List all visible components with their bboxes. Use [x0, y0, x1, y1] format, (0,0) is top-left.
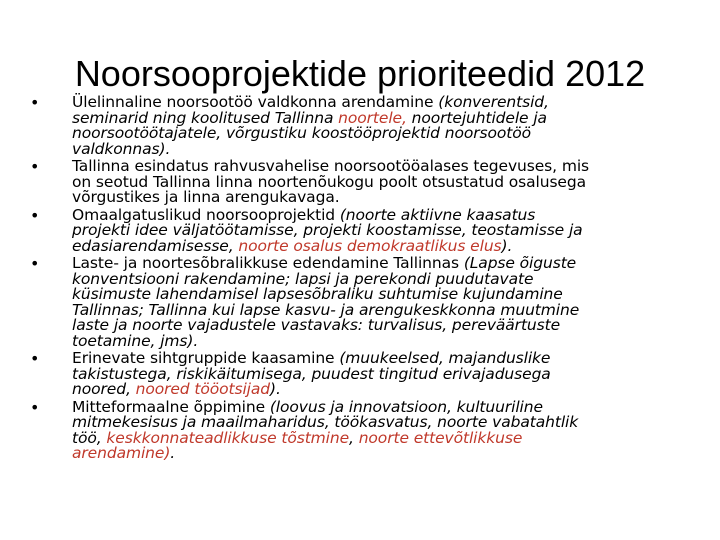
item-text: Erinevate sihtgruppide kaasamine	[72, 349, 340, 367]
item-detail: küsimuste lahendamisel lapsesõbraliku suhtumise kujundamine	[72, 285, 563, 303]
bullet-icon: •	[30, 397, 40, 417]
item-text: Mitteformaalne õppimine	[72, 397, 270, 416]
item-detail: ).	[270, 380, 281, 398]
item-detail: (muukeelsed, majanduslike	[339, 349, 551, 367]
item-detail: mitmekesisus ja maailmaharidus, töökasvatus, noorte vabatahtlik	[72, 413, 579, 431]
item-detail: valdkonnas).	[72, 139, 171, 158]
bullet-icon: •	[30, 205, 40, 225]
list-item	[30, 256, 690, 349]
highlighted-text: noored tööotsijad	[135, 380, 270, 398]
item-detail: Tallinnas; Tallinna kui lapse kasvu- ja arengukeskkonna muutmine	[72, 300, 580, 319]
highlighted-text: arendamine)	[72, 444, 171, 462]
list-item	[30, 205, 690, 255]
list-item	[30, 159, 690, 206]
item-detail: laste ja noorte vajadustele vastavaks: turvalisus, pereväärtuste	[72, 316, 561, 334]
bullet-icon: •	[30, 349, 40, 368]
item-detail: (konverentsid,	[438, 93, 549, 111]
list-item	[30, 351, 690, 398]
slide-title: Noorsooprojektide prioriteedid 2012	[74, 53, 646, 95]
highlighted-text: noorte osalus demokraatlikus elus	[238, 236, 502, 255]
item-detail: toetamine, jms).	[72, 331, 199, 350]
bullet-list	[30, 95, 690, 464]
highlighted-text: noortele,	[338, 108, 407, 127]
item-detail: ).	[501, 236, 513, 255]
item-detail: (noorte aktiivne kaasatus	[339, 205, 536, 224]
item-detail: (Lapse õiguste	[463, 254, 577, 272]
item-detail: projekti idee väljatöötamisse, projekti koostamisse, teostamisse ja	[72, 221, 583, 239]
item-detail: .	[170, 444, 176, 462]
item-text: Laste- ja noortesõbralikkuse edendamine Tallinnas	[72, 254, 464, 272]
item-detail: (loovus ja innovatsioon, kultuuriline	[269, 397, 543, 416]
item-text: on seotud Tallinna linna noortenõukogu poolt otsustatud osalusega	[72, 172, 587, 191]
item-text: võrgustikes ja linna arengukavaga.	[72, 188, 340, 206]
bullet-icon: •	[30, 93, 40, 112]
item-detail: noorsootöötajatele, võrgustiku koostööprojektid noorsootöö	[72, 124, 531, 142]
item-detail: töö,	[72, 428, 107, 447]
item-text: Ülelinnaline noorsootöö valdkonna arendamine	[72, 93, 439, 111]
bullet-icon: •	[30, 157, 40, 176]
item-detail: noortejuhtidele ja	[406, 108, 547, 127]
list-item	[30, 95, 690, 157]
item-detail: edasiarendamisesse,	[72, 236, 239, 255]
item-detail: takistustega, riskikäitumisega, puudest tingitud erivajadusega	[72, 364, 551, 383]
item-detail: noored,	[72, 380, 136, 398]
list-item	[30, 397, 690, 462]
item-detail: konventsiooni rakendamine; lapsi ja perekondi puudutavate	[72, 269, 534, 288]
bullet-icon: •	[30, 254, 40, 273]
highlighted-text: noorte ettevõtlikkuse	[358, 428, 523, 447]
item-text: Omaalgatuslikud noorsooprojektid	[72, 205, 340, 224]
item-text: Tallinna esindatus rahvusvahelise noorsootööalases tegevuses, mis	[72, 157, 589, 175]
highlighted-text: keskkonnateadlikkuse tõstmine	[106, 428, 350, 447]
item-detail: ,	[349, 428, 359, 447]
item-detail: seminarid ning koolitused Tallinna	[72, 108, 339, 127]
